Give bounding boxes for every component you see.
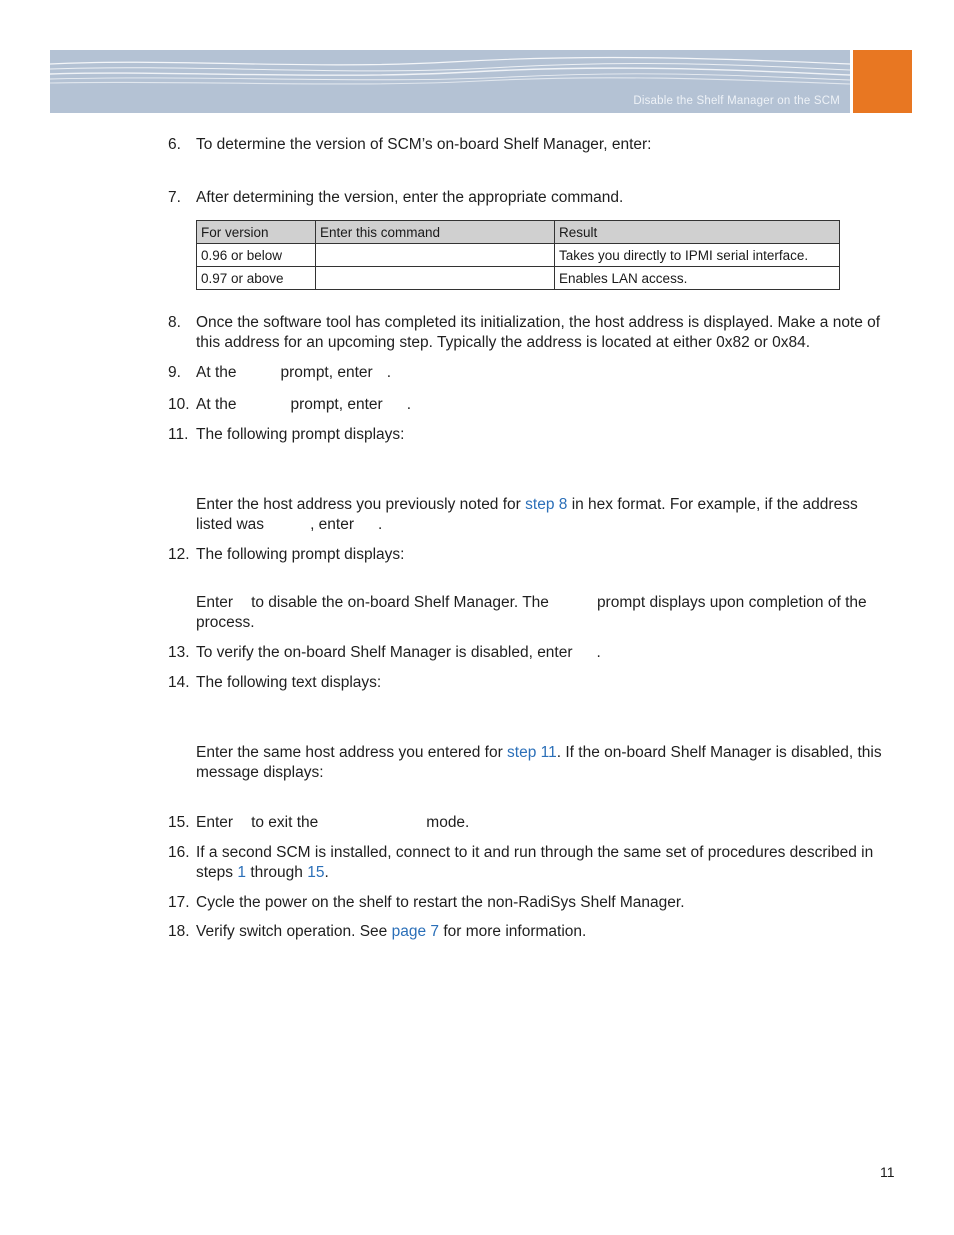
step-text [196, 395, 896, 415]
text-fragment: At the [196, 396, 237, 413]
text-fragment: Enter the host address you previously noted for [196, 496, 521, 513]
text-fragment: for more information. [443, 923, 587, 940]
step-text: The following text displays: [196, 674, 382, 691]
text-fragment: . If the on-board Shelf Manager is disabled, this message displays: [196, 744, 882, 781]
text-fragment: If a second SCM is installed, connect to it and run through the same set of procedures described in steps [196, 844, 874, 881]
table-cell [316, 267, 555, 290]
table-row [197, 244, 840, 267]
version-command-table [196, 220, 840, 290]
step-text: The following prompt displays: [196, 546, 405, 563]
step-number: 9. [168, 364, 181, 381]
text-fragment: Enter [196, 594, 234, 611]
text-fragment: prompt, enter [280, 364, 373, 381]
step-text [196, 922, 896, 942]
step-number: 15. [168, 814, 190, 831]
page-number: 11 [880, 1164, 895, 1180]
step-text [196, 843, 896, 883]
step-12-detail [196, 593, 896, 633]
step-text: After determining the version, enter the appropriate command. [196, 189, 624, 206]
text-fragment: . [386, 364, 391, 381]
text-fragment: prompt displays upon completion of the process. [196, 594, 867, 631]
text-fragment: in hex format. For example, if the address listed was [196, 496, 858, 533]
text-fragment: through [250, 864, 303, 881]
table-cell [316, 244, 555, 267]
step-text: To determine the version of SCM’s on-board Shelf Manager, enter: [196, 136, 652, 153]
text-fragment: . [596, 644, 601, 661]
step-text [196, 363, 896, 383]
step-number: 12. [168, 546, 190, 563]
text-fragment: . [324, 864, 329, 881]
step-14-detail [196, 743, 896, 783]
step-number: 18. [168, 923, 190, 940]
step-number: 7. [168, 189, 181, 206]
step-number: 11. [168, 426, 189, 443]
text-fragment: , enter [310, 516, 355, 533]
table-header-cell: Enter this command [316, 221, 555, 244]
step-text: Once the software tool has completed its initialization, the host address is displayed. Make a note of this address for an upcoming step. Typically the address is located at either 0x82 or 0x84. [196, 314, 881, 351]
step-number: 10. [168, 396, 190, 413]
table-header-cell: Result [555, 221, 840, 244]
table-cell: 0.96 or below [197, 244, 316, 267]
step-15-link[interactable]: 15 [307, 864, 325, 881]
table-row [197, 267, 840, 290]
step-8-link[interactable]: step 8 [525, 496, 568, 513]
table-cell: Enables LAN access. [555, 267, 840, 290]
text-fragment: Enter [196, 814, 234, 831]
text-fragment: Enter the same host address you entered for [196, 744, 503, 761]
header-band [50, 50, 850, 113]
step-number: 8. [168, 314, 181, 331]
step-11-link[interactable]: step 11 [507, 744, 557, 761]
table-cell: Takes you directly to IPMI serial interface. [555, 244, 840, 267]
text-fragment: To verify the on-board Shelf Manager is disabled, enter [196, 644, 573, 661]
step-text: Cycle the power on the shelf to restart the non-RadiSys Shelf Manager. [196, 894, 685, 911]
step-number: 13. [168, 644, 190, 661]
step-text: The following prompt displays: [196, 426, 405, 443]
table-header-row [197, 221, 840, 244]
step-number: 6. [168, 136, 181, 153]
text-fragment: mode. [426, 814, 470, 831]
step-number: 16. [168, 844, 190, 861]
table-cell: 0.97 or above [197, 267, 316, 290]
table-header-cell: For version [197, 221, 316, 244]
page-7-link[interactable]: page 7 [391, 923, 440, 940]
text-fragment: At the [196, 364, 237, 381]
text-fragment: . [378, 516, 383, 533]
text-fragment: to disable the on-board Shelf Manager. The [251, 594, 549, 611]
header-title: Disable the Shelf Manager on the SCM [633, 95, 840, 107]
step-text [196, 813, 896, 833]
step-number: 14. [168, 674, 190, 691]
text-fragment: to exit the [251, 814, 319, 831]
text-fragment: Verify switch operation. See [196, 923, 388, 940]
step-number: 17. [168, 894, 190, 911]
step-text [196, 643, 896, 663]
step-11-detail [196, 495, 896, 535]
header-accent-block [853, 50, 912, 113]
step-1-link[interactable]: 1 [237, 864, 246, 881]
text-fragment: prompt, enter [290, 396, 383, 413]
text-fragment: . [406, 396, 411, 413]
